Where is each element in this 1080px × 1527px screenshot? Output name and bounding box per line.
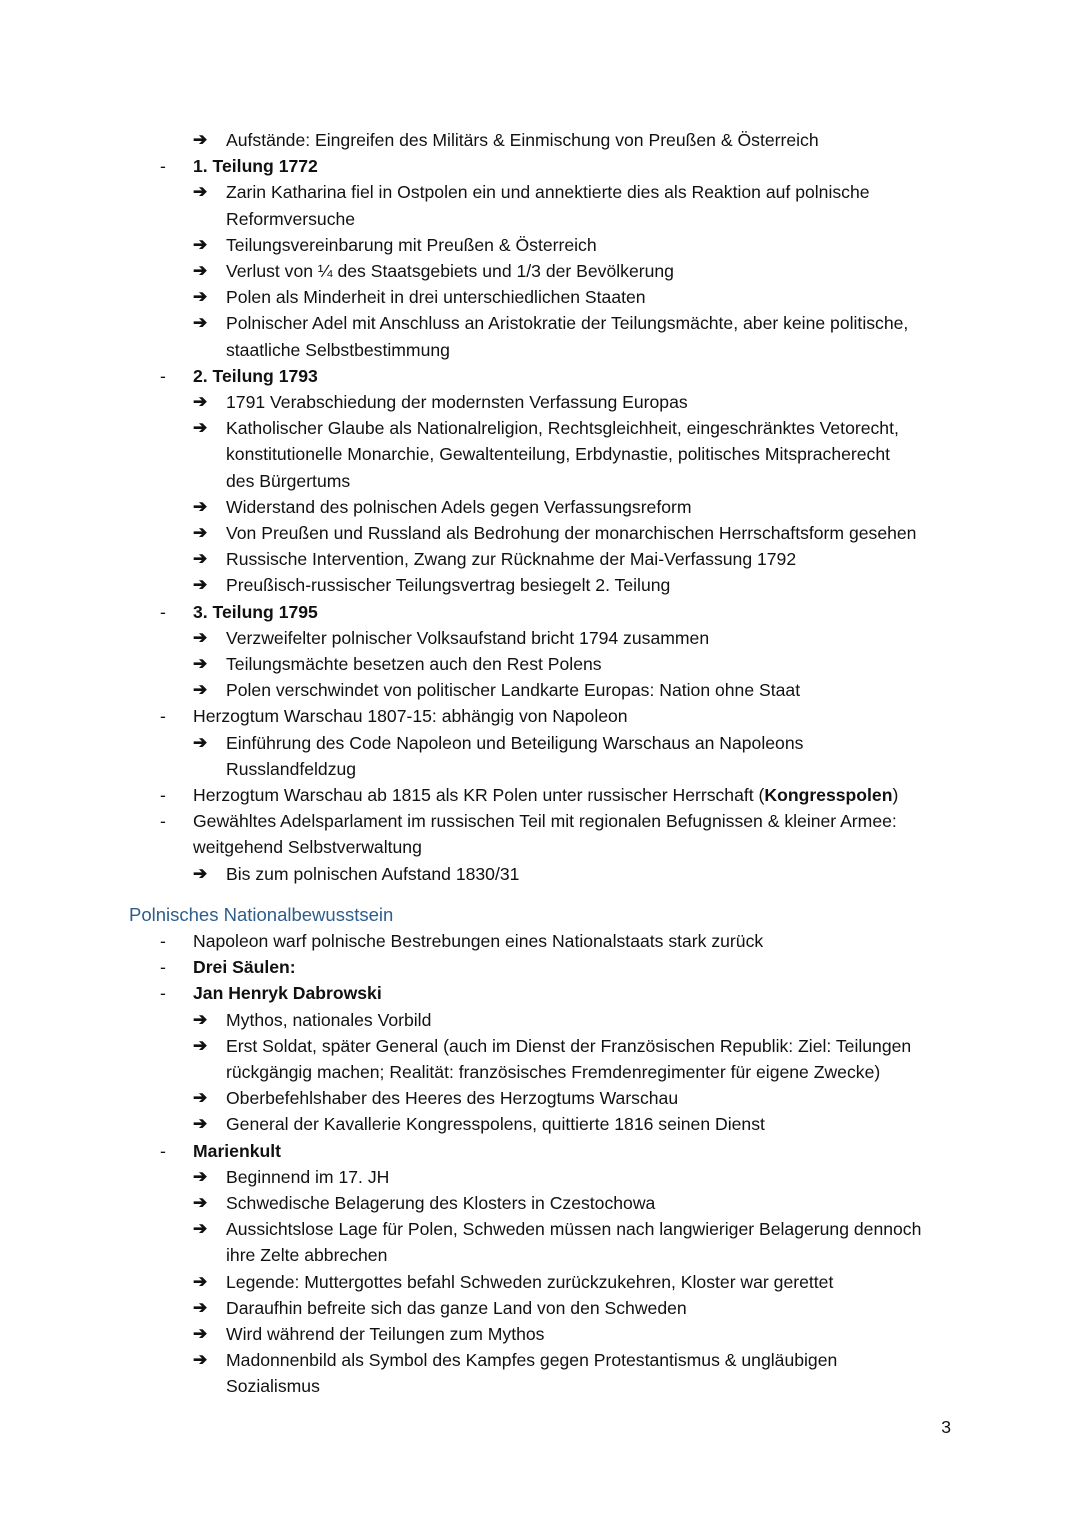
arrow-right-icon: ➔ [193, 418, 208, 438]
item-bold-text: 3. Teilung 1795 [193, 601, 318, 622]
continuation-line [129, 756, 949, 782]
continuation-line [129, 206, 949, 232]
item-text: des Bürgertums [226, 470, 351, 491]
item-text: 1791 Verabschiedung der modernsten Verfassung Europas [226, 392, 688, 413]
dash-bullet: - [160, 785, 166, 806]
item-text: Mythos, nationales Vorbild [226, 1009, 432, 1030]
arrow-item [129, 1190, 949, 1216]
item-text: Russische Intervention, Zwang zur Rücknahme der Mai-Verfassung 1792 [226, 549, 797, 570]
item-text: Polen als Minderheit in drei unterschiedlichen Staaten [226, 287, 646, 308]
arrow-right-icon: ➔ [193, 392, 208, 412]
arrow-right-icon: ➔ [193, 1192, 208, 1212]
arrow-item [129, 520, 949, 546]
arrow-right-icon: ➔ [193, 1350, 208, 1370]
item-bold-text: Kongresspolen [764, 785, 893, 806]
item-text: Napoleon warf polnische Bestrebungen eines Nationalstaats stark zurück [193, 930, 764, 951]
item-text: Zarin Katharina fiel in Ostpolen ein und annektierte dies als Reaktion auf polnische [226, 182, 870, 203]
item-text: General der Kavallerie Kongresspolens, quittierte 1816 seinen Dienst [226, 1114, 765, 1135]
arrow-item [129, 625, 949, 651]
item-text: rückgängig machen; Realität: französisches Fremdenregimenter für eigene Zwecke) [226, 1061, 881, 1082]
item-text: Schwedische Belagerung des Klosters in Czestochowa [226, 1192, 656, 1213]
arrow-item [129, 494, 949, 520]
item-text: Reformversuche [226, 208, 356, 229]
continuation-line [129, 1242, 949, 1268]
bullet-item [129, 363, 949, 389]
arrow-item [129, 1164, 949, 1190]
item-bold-text: Jan Henryk Dabrowski [193, 983, 382, 1004]
arrow-right-icon: ➔ [193, 1323, 208, 1343]
item-text: weitgehend Selbstverwaltung [193, 837, 422, 858]
arrow-item [129, 861, 949, 887]
arrow-right-icon: ➔ [193, 1271, 208, 1291]
dash-bullet: - [160, 601, 166, 622]
item-text: Teilungsmächte besetzen auch den Rest Polens [226, 654, 602, 675]
dash-bullet: - [160, 156, 166, 177]
dash-bullet: - [160, 706, 166, 727]
arrow-right-icon: ➔ [193, 1166, 208, 1186]
item-text: Von Preußen und Russland als Bedrohung der monarchischen Herrschaftsform gesehen [226, 523, 917, 544]
dash-bullet: - [160, 930, 166, 951]
continuation-line [129, 1059, 949, 1085]
item-text: Erst Soldat, später General (auch im Dienst der Französischen Republik: Ziel: Teilungen [226, 1035, 912, 1056]
arrow-item [129, 284, 949, 310]
arrow-right-icon: ➔ [193, 287, 208, 307]
arrow-right-icon: ➔ [193, 1035, 208, 1055]
item-text: Polen verschwindet von politischer Landkarte Europas: Nation ohne Staat [226, 680, 801, 701]
arrow-item [129, 179, 949, 205]
arrow-right-icon: ➔ [193, 1088, 208, 1108]
bullet-item [129, 954, 949, 980]
arrow-item [129, 415, 949, 441]
item-text: konstitutionelle Monarchie, Gewaltenteilung, Erbdynastie, politisches Mitspracherecht [226, 444, 891, 465]
item-text: Beginnend im 17. JH [226, 1166, 390, 1187]
arrow-right-icon: ➔ [193, 654, 208, 674]
arrow-item [129, 1216, 949, 1242]
item-text: Russlandfeldzug [226, 758, 357, 779]
page-number: 3 [941, 1417, 951, 1437]
arrow-item [129, 258, 949, 284]
arrow-item [129, 651, 949, 677]
arrow-item [129, 730, 949, 756]
continuation-line [129, 441, 949, 467]
item-text: Verlust von ¼ des Staatsgebiets und 1/3 der Bevölkerung [226, 261, 674, 282]
item-text: Polnischer Adel mit Anschluss an Aristokratie der Teilungsmächte, aber keine politische, [226, 313, 909, 334]
arrow-right-icon: ➔ [193, 549, 208, 569]
bullet-item [129, 928, 949, 954]
item-text: Oberbefehlshaber des Heeres des Herzogtums Warschau [226, 1088, 679, 1109]
item-bold-text: 2. Teilung 1793 [193, 365, 318, 386]
item-text: Madonnenbild als Symbol des Kampfes gegen Protestantismus & ungläubigen [226, 1350, 838, 1371]
item-text: Sozialismus [226, 1376, 320, 1397]
arrow-right-icon: ➔ [193, 1114, 208, 1134]
item-bold-text: Marienkult [193, 1140, 281, 1161]
item-text: Aufstände: Eingreifen des Militärs & Einmischung von Preußen & Österreich [226, 130, 819, 150]
item-bold-text: 1. Teilung 1772 [193, 156, 318, 177]
arrow-item [129, 1007, 949, 1033]
item-text: Widerstand des polnischen Adels gegen Verfassungsreform [226, 496, 692, 517]
item-text: Aussichtslose Lage für Polen, Schweden müssen nach langwieriger Belagerung dennoch [226, 1219, 922, 1240]
arrow-right-icon: ➔ [193, 1009, 208, 1029]
item-text: Teilungsvereinbarung mit Preußen & Österreich [226, 234, 597, 255]
bullet-item [129, 980, 949, 1006]
item-text: Einführung des Code Napoleon und Beteiligung Warschaus an Napoleons [226, 732, 804, 753]
dash-bullet: - [160, 957, 166, 978]
arrow-item [129, 1321, 949, 1347]
continuation-line [129, 834, 949, 860]
item-text: Legende: Muttergottes befahl Schweden zurückzukehren, Kloster war gerettet [226, 1271, 834, 1292]
dash-bullet: - [160, 811, 166, 832]
arrow-item [129, 1347, 949, 1373]
bullet-item [129, 153, 949, 179]
item-text: Daraufhin befreite sich das ganze Land von den Schweden [226, 1297, 687, 1318]
item-text: Herzogtum Warschau ab 1815 als KR Polen unter russischer Herrschaft ( [193, 785, 765, 806]
arrow-item [129, 572, 949, 598]
bullet-item [129, 782, 949, 808]
bullet-item [129, 599, 949, 625]
bullet-item [129, 808, 949, 834]
arrow-right-icon: ➔ [193, 313, 208, 333]
arrow-right-icon: ➔ [193, 130, 208, 149]
arrow-right-icon: ➔ [193, 523, 208, 543]
item-text: Gewähltes Adelsparlament im russischen Teil mit regionalen Befugnissen & kleiner Armee: [193, 811, 897, 832]
arrow-right-icon: ➔ [193, 1297, 208, 1317]
item-text: Katholischer Glaube als Nationalreligion, Rechtsgleichheit, eingeschränktes Vetorecht, [226, 418, 899, 439]
continuation-line [129, 337, 949, 363]
arrow-item [129, 1111, 949, 1137]
arrow-item [129, 310, 949, 336]
item-text: Herzogtum Warschau 1807-15: abhängig von Napoleon [193, 706, 628, 727]
arrow-right-icon: ➔ [193, 1219, 208, 1239]
bullet-item [129, 1138, 949, 1164]
arrow-right-icon: ➔ [193, 627, 208, 647]
item-text: Wird während der Teilungen zum Mythos [226, 1323, 545, 1344]
item-text: Bis zum polnischen Aufstand 1830/31 [226, 863, 520, 884]
continuation-line [129, 468, 949, 494]
bullet-item [129, 703, 949, 729]
dash-bullet: - [160, 1140, 166, 1161]
item-text: Preußisch-russischer Teilungsvertrag besiegelt 2. Teilung [226, 575, 671, 596]
arrow-item [129, 389, 949, 415]
arrow-right-icon: ➔ [193, 863, 208, 883]
arrow-item [129, 1295, 949, 1321]
arrow-right-icon: ➔ [193, 496, 208, 516]
arrow-right-icon: ➔ [193, 261, 208, 281]
continuation-line [129, 1373, 949, 1399]
item-text: ihre Zelte abbrechen [226, 1245, 388, 1266]
item-bold-text: Drei Säulen: [193, 957, 296, 978]
dash-bullet: - [160, 983, 166, 1004]
section-heading: Polnisches Nationalbewusstsein [129, 903, 394, 925]
arrow-right-icon: ➔ [193, 575, 208, 595]
arrow-item [129, 1033, 949, 1059]
arrow-right-icon: ➔ [193, 182, 208, 202]
dash-bullet: - [160, 365, 166, 386]
arrow-item [129, 677, 949, 703]
item-text: Verzweifelter polnischer Volksaufstand bricht 1794 zusammen [226, 627, 710, 648]
arrow-right-icon: ➔ [193, 732, 208, 752]
arrow-item [129, 1085, 949, 1111]
arrow-right-icon: ➔ [193, 680, 208, 700]
arrow-right-icon: ➔ [193, 234, 208, 254]
arrow-item [129, 1269, 949, 1295]
item-text-after: ) [892, 785, 899, 806]
arrow-item [129, 232, 949, 258]
arrow-item [129, 127, 949, 153]
item-text: staatliche Selbstbestimmung [226, 339, 450, 360]
notes-body [129, 127, 949, 1400]
arrow-item [129, 546, 949, 572]
